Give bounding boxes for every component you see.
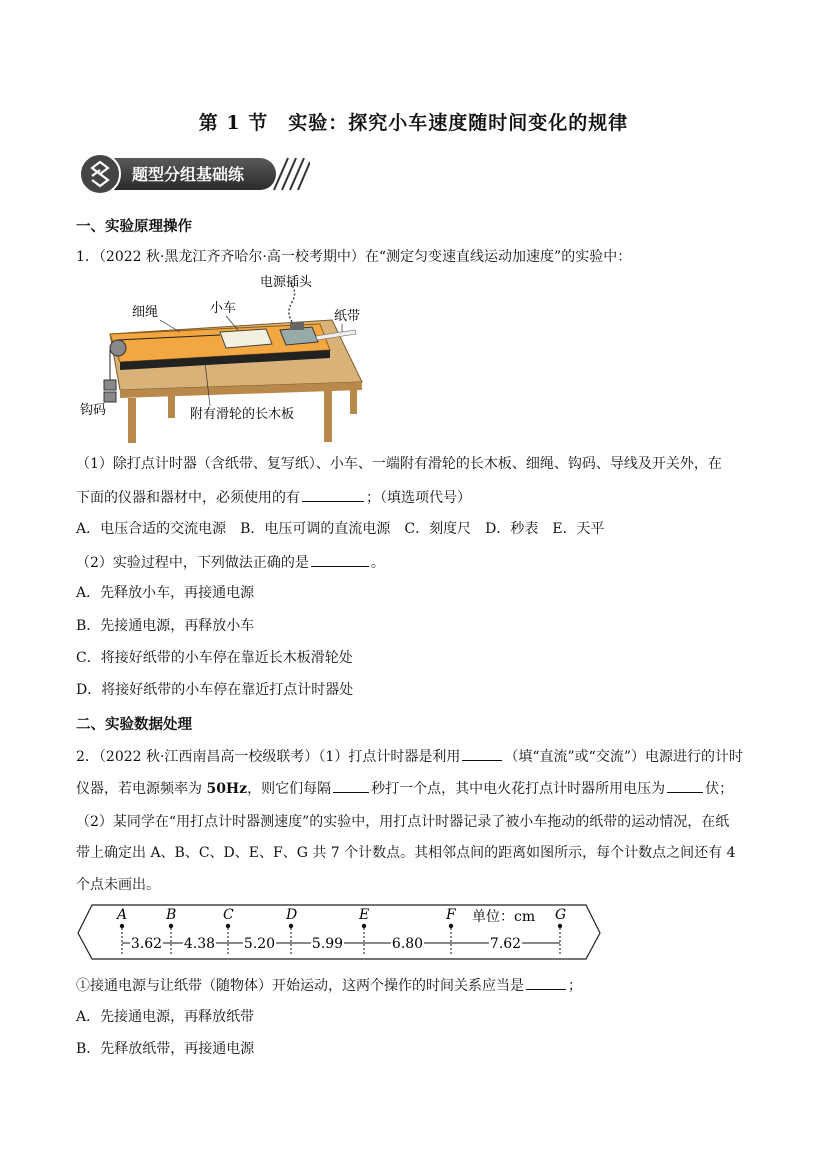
banner-label: 题型分组基础练 — [132, 165, 245, 184]
section-banner — [78, 152, 310, 196]
q2-sub1-option-a: A．先接通电源，再释放纸带 — [76, 1009, 255, 1025]
label-rope: 细绳 — [132, 305, 159, 320]
tape-point-label: D — [286, 907, 298, 923]
q1-option-b: B．先接通电源，再释放小车 — [76, 618, 255, 634]
q1-part1-line2: 下面的仪器和器材中，必须使用的有 ；（填选项代号） — [76, 486, 471, 508]
label-plug: 电源插头 — [260, 275, 313, 290]
answer-blank[interactable] — [302, 486, 364, 502]
q2-sub1-option-b: B．先释放纸带，再接通电源 — [76, 1041, 255, 1057]
tape-distance-label: 3.62 — [130, 936, 163, 952]
q2-line4: 带上确定出 A、B、C、D、E、F、G 共 7 个计数点。其相邻点间的距离如图所示，每个计数点之间还有 4 — [76, 845, 736, 861]
tape-dot — [120, 924, 124, 928]
tape-point-label: A — [117, 907, 128, 923]
q1-part1-line1: （1）除打点计时器（含纸带、复写纸）、小车、一端附有滑轮的长木板、细绳、钩码、导线及开关外，在 — [76, 456, 722, 472]
tape-point-label: C — [223, 907, 234, 923]
tape-dot — [289, 924, 293, 928]
q2-line1: 2．（2022 秋·江西南昌高一校级联考）（1）打点计时器是利用 （填“直流”或“交流”）电源进行的计时 — [76, 745, 743, 767]
answer-blank[interactable] — [311, 551, 369, 567]
tape-dot — [449, 924, 453, 928]
tape-distance-label: 7.62 — [489, 936, 522, 952]
page-title: 第 1 节 实验：探究小车速度随时间变化的规律 — [198, 112, 629, 134]
q1-option-d: D．将接好纸带的小车停在靠近打点计时器处 — [76, 682, 354, 698]
answer-blank[interactable] — [667, 777, 703, 793]
tape-point-label: F — [446, 907, 456, 923]
tape-distance-label: 5.99 — [311, 936, 344, 952]
q2-line2: 仪器，若电源频率为 50Hz，则它们每隔 秒打一个点，其中电火花打点计时器所用电压为 伏； — [76, 777, 733, 799]
tape-unit-label: 单位：cm — [472, 909, 536, 925]
tape-point-label: B — [166, 907, 177, 923]
q2-sub1: ①接通电源与让纸带（随物体）开始运动，这两个操作的时间关系应当是 ； — [76, 974, 582, 996]
tape-point-label: G — [555, 907, 567, 923]
answer-blank[interactable] — [462, 745, 502, 761]
apparatus-figure — [80, 272, 380, 447]
q1-part2: （2）实验过程中，下列做法正确的是 。 — [76, 551, 385, 573]
section1-heading: 一、实验原理操作 — [76, 218, 192, 235]
tape-distance-label: 4.38 — [183, 936, 216, 952]
answer-blank[interactable] — [526, 974, 566, 990]
q1-part1-options: A．电压合适的交流电源 B．电压可调的直流电源 C．刻度尺 D．秒表 E．天平 — [76, 521, 605, 537]
tape-dot — [226, 924, 230, 928]
q1-stem: 1．（2022 秋·黑龙江齐齐哈尔·高一校考期中）在“测定匀变速直线运动加速度”的实验中： — [76, 249, 632, 265]
tape-dot — [558, 924, 562, 928]
q1-option-a: A．先释放小车，再接通电源 — [76, 585, 255, 601]
tape-distance-label: 5.20 — [243, 936, 276, 952]
q2-line3: （2）某同学在“用打点计时器测速度”的实验中，用打点计时器记录了被小车拖动的纸带的运动情况，在纸 — [76, 814, 730, 830]
tape-dot — [362, 924, 366, 928]
label-hook: 钩码 — [80, 403, 107, 418]
tape-distance-label: 6.80 — [391, 936, 424, 952]
label-board: 附有滑轮的长木板 — [190, 407, 295, 422]
label-tape: 纸带 — [334, 309, 361, 324]
tape-dot — [169, 924, 173, 928]
q2-line5: 个点未画出。 — [76, 877, 160, 893]
section2-heading: 二、实验数据处理 — [76, 716, 192, 733]
q1-option-c: C．将接好纸带的小车停在靠近长木板滑轮处 — [76, 650, 353, 666]
label-cart: 小车 — [210, 301, 237, 316]
paper-tape-figure — [76, 901, 602, 961]
tape-point-label: E — [359, 907, 370, 923]
answer-blank[interactable] — [333, 777, 369, 793]
